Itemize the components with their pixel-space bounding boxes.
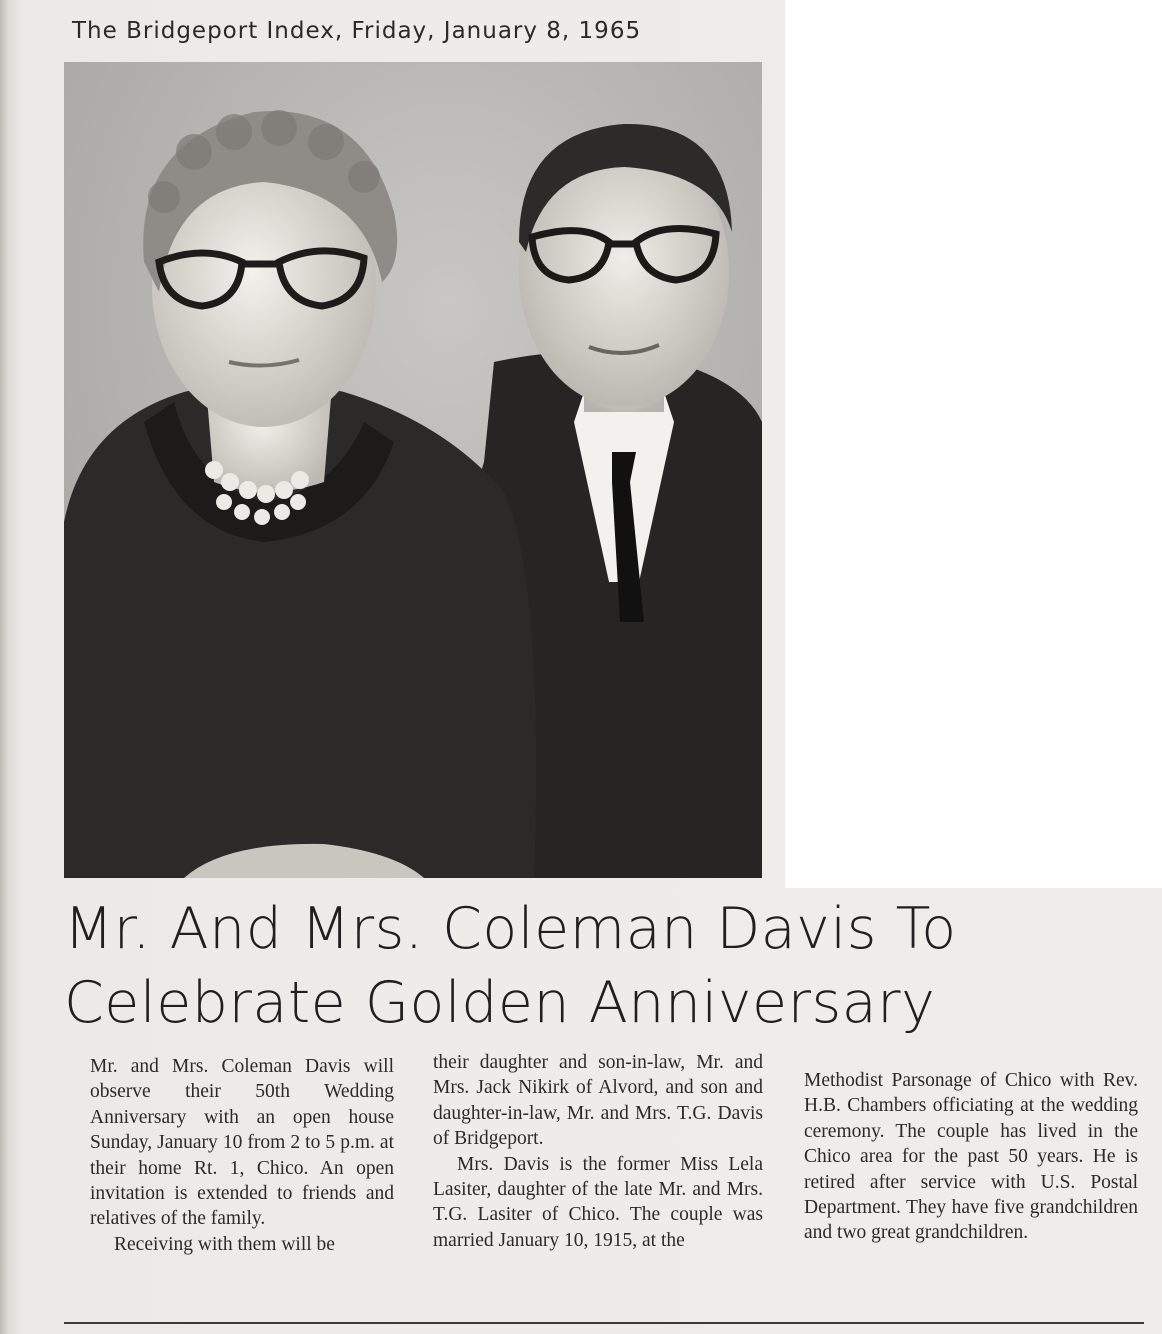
headline-line-1: Mr. And Mrs. Coleman Davis To [64, 896, 957, 962]
headline [64, 892, 1144, 1040]
article-paragraph: Mr. and Mrs. Coleman Davis will observe their 50th Wedding Anniversary with an open house Sunday, January 10 from 2 to 5 p.m. at their home Rt. 1, Chico. An open invitation is extended to friends and relatives of the family. [90, 1056, 394, 1230]
portrait-illustration [64, 62, 762, 878]
dateline: The Bridgeport Index, Friday, January 8, 1965 [72, 18, 642, 44]
article-column-1 [90, 1054, 394, 1257]
headline-line-2: Celebrate Golden Anniversary [64, 970, 936, 1036]
article-paragraph: Methodist Parsonage of Chico with Rev. H.B. Chambers officiating at the wedding ceremony. The couple has lived in the Chico area for the past 50 years. He is retired after service with U.S. Postal Department. They have five grandchildren and two great grandchildren. [804, 1070, 1138, 1244]
article-paragraph: Mrs. Davis is the former Miss Lela Lasiter, daughter of the late Mr. and Mrs. T.G. Lasiter of Chico. The couple was married January 10, 1915, at the [433, 1153, 763, 1251]
couple-portrait-photo [64, 62, 762, 878]
bottom-rule [64, 1322, 1144, 1324]
article-column-3 [804, 1068, 1138, 1246]
article-paragraph: Receiving with them will be [114, 1233, 335, 1255]
article-column-2 [433, 1050, 763, 1253]
article-paragraph: their daughter and son-in-law, Mr. and Mrs. Jack Nikirk of Alvord, and son and daughter-in-law, Mr. and Mrs. T.G. Davis of Bridgeport. [433, 1052, 763, 1150]
